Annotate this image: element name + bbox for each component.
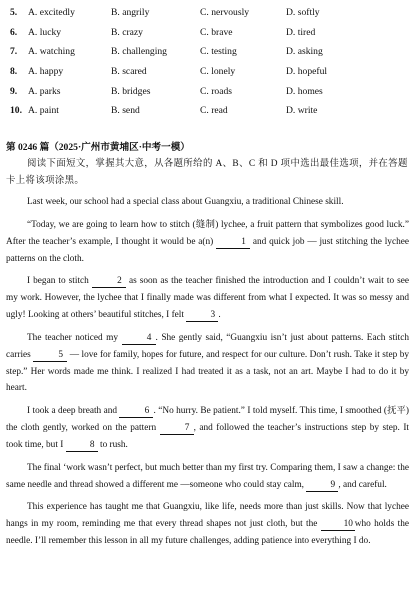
- text-run: , and careful.: [338, 479, 387, 490]
- section-heading: 第 0246 篇（2025·广州市黄埔区·中考一模）: [6, 142, 190, 153]
- option-a: A. parks: [28, 85, 61, 97]
- option-c: C. nervously: [200, 7, 250, 18]
- question-number: 6.: [10, 26, 18, 38]
- option-row-10: [10, 102, 410, 122]
- blank-6: 6: [119, 405, 153, 418]
- option-b: B. challenging: [111, 46, 167, 58]
- option-row-6: [10, 24, 410, 44]
- option-b: B. scared: [111, 66, 147, 78]
- text-run: . “No hurry. Be patient.” I told myself. This time, I smoothed (抚平) the cloth gently, worked on the pattern: [6, 406, 409, 434]
- option-d: D. homes: [286, 85, 323, 97]
- blank-9: 9: [306, 479, 338, 492]
- text-run: The teacher noticed my: [27, 332, 119, 343]
- option-c: C. brave: [200, 26, 233, 38]
- text-run: as soon as the teacher finished the introduction and I couldn’t wait to see my work. However, the lychee that I finally made was different from what I expected. It was so messy and ugly! Looking at others’ beautiful stitches, I felt: [6, 276, 410, 321]
- option-a: A. excitedly: [28, 7, 75, 18]
- option-c: C. testing: [200, 46, 237, 58]
- reading-passage: [6, 194, 409, 556]
- text-run: . She gently said, “Guangxiu isn’t just about patterns. Each stitch carries: [6, 332, 409, 360]
- paragraph-7: [6, 499, 409, 550]
- paragraph-3: [6, 273, 409, 324]
- instruction-text: 阅读下面短文，掌握其大意，从各题所给的 A、B、C 和 D 项中选出最佳选项，并在答题卡上将该项涂黑。: [6, 159, 408, 186]
- option-a: A. happy: [28, 66, 64, 78]
- blank-2: 2: [92, 275, 126, 288]
- text-run: “Today, we are going to learn how to stitch (缝制) lychee, a fruit pattern that symbolizes good luck.” After the teacher’s example, I thought it would be a(n): [6, 219, 409, 247]
- paragraph-5: [6, 403, 409, 454]
- question-number: 9.: [10, 85, 18, 97]
- text-run: I took a deep breath and: [27, 406, 118, 417]
- blank-5: 5: [33, 349, 67, 362]
- question-number: 10.: [10, 105, 22, 117]
- option-d: D. tired: [286, 26, 316, 38]
- option-d: D. asking: [286, 46, 323, 58]
- text-run: I began to stitch: [27, 276, 89, 287]
- option-c: C. roads: [200, 85, 232, 97]
- option-d: D. write: [286, 105, 318, 117]
- option-a: A. paint: [28, 105, 59, 117]
- option-row-8: [10, 63, 410, 83]
- option-row-5: [10, 4, 410, 24]
- text-run: Last week, our school had a special class about Guangxiu, a traditional Chinese skill.: [27, 197, 344, 207]
- text-run: , and followed the teacher’s instructions step by step. It took time, but I: [6, 423, 409, 450]
- paragraph-6: [6, 460, 409, 494]
- text-run: who holds the needle. I’ll remember this lesson in all my future challenges, adding patience into everything I do.: [6, 519, 409, 547]
- option-b: B. send: [111, 105, 140, 117]
- option-c: C. lonely: [200, 66, 236, 78]
- option-b: B. crazy: [111, 26, 143, 38]
- text-run: The final ‘work wasn’t perfect, but much better than my first try. Comparing them, I saw a change: the same needle and thread showed a different me —someone who could stay calm,: [6, 462, 409, 490]
- paragraph-1: [6, 194, 409, 211]
- option-row-9: [10, 83, 410, 103]
- option-d: D. hopeful: [286, 66, 328, 78]
- text-run: — love for family, hopes for future, and respect for our culture. Don’t rush. Take it step by step.” Her words made me think. I realized I had treated it as a task, not an art. Maybe I had to do it by heart.: [6, 349, 409, 394]
- option-row-7: [10, 43, 410, 63]
- option-a: A. watching: [28, 46, 75, 58]
- option-a: A. lucky: [28, 26, 62, 38]
- text-run: This experience has taught me that Guangxiu, like life, needs more than just skills. Now that lychee hangs in my room, reminding me that every thread shapes not just cloth, but the: [6, 502, 409, 530]
- options-list: [10, 4, 410, 122]
- blank-1: 1: [216, 236, 250, 249]
- paragraph-2: [6, 217, 409, 268]
- text-run: and quick job — just stitching the lychee patterns on the cloth.: [6, 236, 409, 264]
- blank-10: 10: [321, 518, 355, 531]
- option-b: B. angrily: [111, 7, 150, 18]
- blank-4: 4: [122, 332, 156, 345]
- blank-3: 3: [186, 309, 218, 322]
- option-c: C. read: [200, 105, 228, 117]
- question-number: 7.: [10, 46, 18, 58]
- question-number: 8.: [10, 66, 18, 78]
- text-run: to rush.: [99, 439, 128, 450]
- option-d: D. softly: [286, 7, 320, 18]
- paragraph-4: [6, 330, 409, 398]
- text-run: .: [218, 310, 221, 321]
- option-b: B. bridges: [111, 85, 151, 97]
- blank-8: 8: [66, 439, 98, 452]
- question-number: 5.: [10, 7, 18, 18]
- blank-7: 7: [160, 422, 194, 435]
